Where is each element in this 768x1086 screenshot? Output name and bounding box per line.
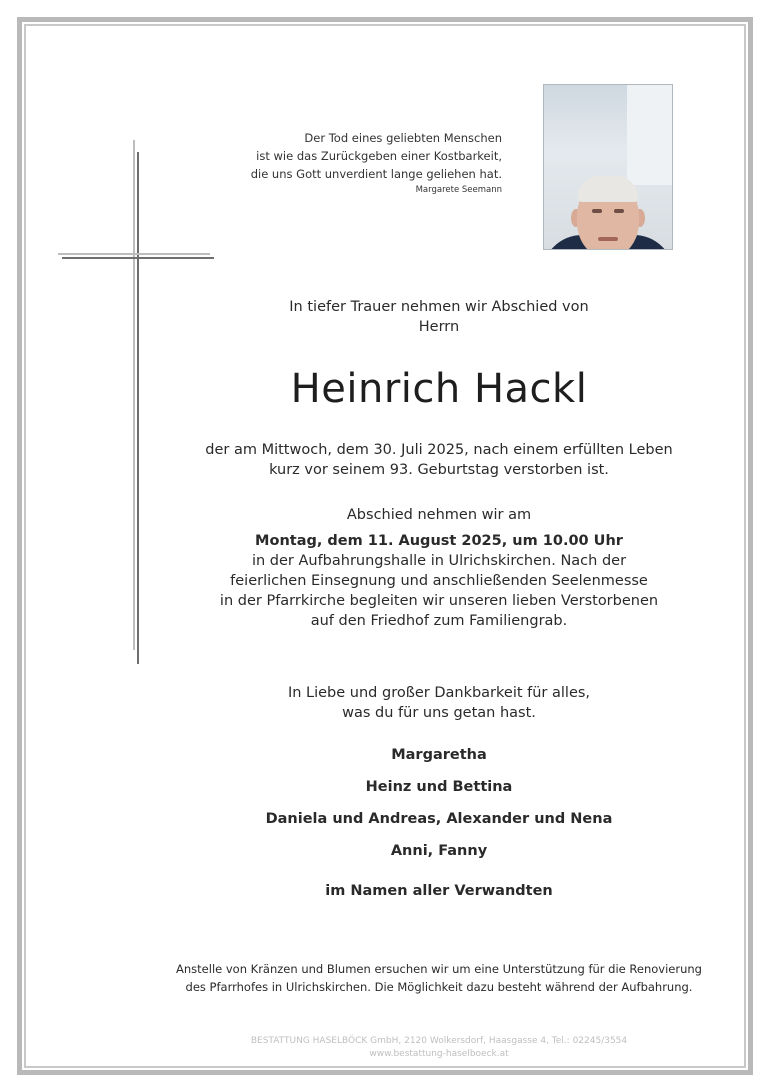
cross-vertical-light bbox=[133, 140, 135, 650]
farewell-date: Montag, dem 11. August 2025, um 10.00 Uhr bbox=[255, 533, 623, 549]
memorial-quote bbox=[240, 129, 502, 197]
farewell-line: feierlichen Einsegnung und anschließenden Seelenmesse bbox=[230, 573, 648, 589]
quote-line: Der Tod eines geliebten Menschen bbox=[304, 131, 502, 145]
gratitude-text bbox=[160, 683, 718, 723]
relatives-line: im Namen aller Verwandten bbox=[325, 883, 553, 899]
intro-text bbox=[160, 297, 718, 337]
farewell-section bbox=[160, 505, 718, 631]
funeral-home-footer bbox=[150, 1035, 728, 1061]
mourners-list bbox=[160, 739, 718, 867]
farewell-line: auf den Friedhof zum Familiengrab. bbox=[310, 613, 568, 629]
mourner-name: Daniela und Andreas, Alexander und Nena bbox=[265, 811, 613, 827]
farewell-line: in der Pfarrkirche begleiten wir unseren lieben Verstorbenen bbox=[219, 593, 659, 609]
note-line: des Pfarrhofes in Ulrichskirchen. Die Möglichkeit dazu besteht während der Aufbahrung. bbox=[185, 980, 693, 994]
mourner-name: Heinz und Bettina bbox=[365, 779, 513, 795]
death-info bbox=[160, 440, 718, 480]
gratitude-line: was du für uns getan hast. bbox=[342, 705, 536, 721]
quote-line: die uns Gott unverdient lange geliehen hat. bbox=[250, 167, 502, 181]
footer-address: BESTATTUNG HASELBÖCK GmbH, 2120 Wolkersdorf, Haasgasse 4, Tel.: 02245/3554 bbox=[250, 1036, 628, 1046]
quote-line: ist wie das Zurückgeben einer Kostbarkeit, bbox=[256, 149, 502, 163]
cross-horizontal-dark bbox=[62, 257, 214, 259]
note-line: Anstelle von Kränzen und Blumen ersuchen wir um eine Unterstützung für die Renovierung bbox=[176, 962, 702, 976]
portrait-photo bbox=[543, 84, 673, 250]
death-info-line: der am Mittwoch, dem 30. Juli 2025, nach einem erfüllten Leben bbox=[205, 442, 673, 458]
mourner-name: Anni, Fanny bbox=[390, 843, 488, 859]
cross-vertical-dark bbox=[137, 152, 139, 664]
quote-author: Margarete Seemann bbox=[415, 185, 502, 195]
cross-horizontal-light bbox=[58, 253, 210, 255]
farewell-line: in der Aufbahrungshalle in Ulrichskirchen. Nach der bbox=[251, 553, 627, 569]
death-info-line: kurz vor seinem 93. Geburtstag verstorben ist. bbox=[269, 462, 609, 478]
intro-line: In tiefer Trauer nehmen wir Abschied von bbox=[289, 299, 589, 315]
footer-website: www.bestattung-haselboeck.at bbox=[369, 1049, 509, 1059]
gratitude-line: In Liebe und großer Dankbarkeit für alles, bbox=[287, 685, 591, 701]
farewell-intro: Abschied nehmen wir am bbox=[346, 507, 532, 523]
intro-salutation: Herrn bbox=[418, 319, 460, 335]
mourner-name: Margaretha bbox=[391, 747, 487, 763]
deceased-name: Heinrich Hackl bbox=[290, 366, 588, 412]
donation-note bbox=[150, 960, 728, 996]
